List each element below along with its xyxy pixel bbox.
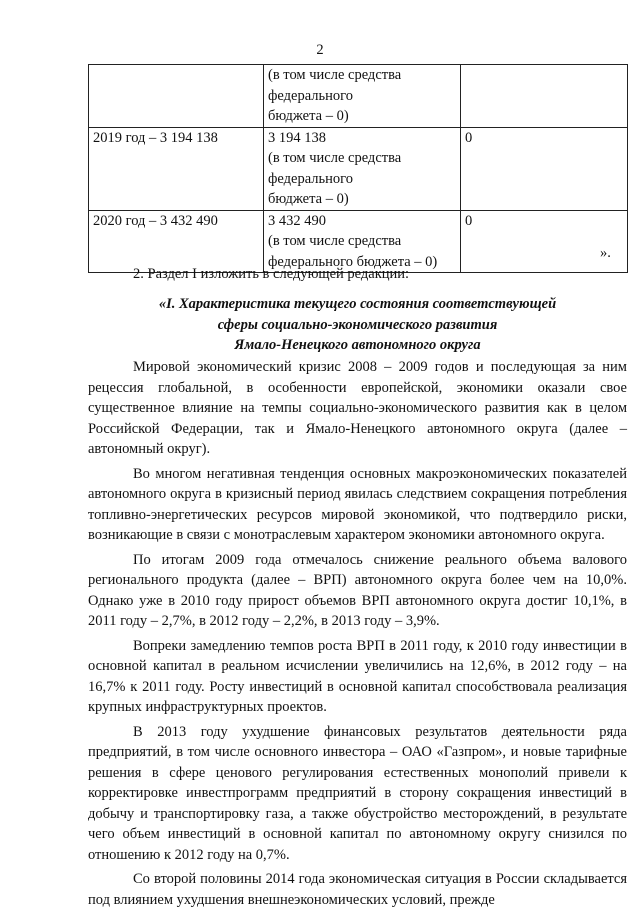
paragraph: Вопреки замедлению темпов роста ВРП в 2011 году, к 2010 году инвестиции в основной капитал в реальном исчислении увеличились на 12,6%, в 2012 году – на 16,7% к 2011 году. Росту инвестиций в основной капитал способствовала реализация крупных инфраструктурных проектов. xyxy=(88,637,627,715)
extra-cell xyxy=(461,65,628,128)
paragraph: В 2013 году ухудшение финансовых результатов деятельности ряда предприятий, в том числе основного инвестора – ОАО «Газпром», и новые тарифные решения в сфере ценового регулирования естественных монополий привели к корректировке инвестпрограмм предприятий в сторону сокращения инвестиций в добычу и транспортировку газа, а также обустройство месторождений, в результате чего объем инвестиций в основной капитал по автономному округу снизился по отношению к 2012 году на 0,7%. xyxy=(88,723,627,863)
amendment-instruction: 2. Раздел I изложить в следующей редакции: xyxy=(133,266,410,282)
paragraph: По итогам 2009 года отмечалось снижение реального объема валового регионального продукта (далее – ВРП) автономного округа более чем на 10,0%. Однако уже в 2010 году прирост объемов ВРП автономного округа достиг 10,1%, в 2011 году – 2,7%, в 2012 году – 2,2%, в 2013 году – 3,9%. xyxy=(88,551,627,629)
amount-line: 3 432 490 xyxy=(268,212,326,229)
page-number: 2 xyxy=(316,42,324,58)
amount-line: федерального бюджета – 0) xyxy=(268,253,438,270)
body-text xyxy=(88,357,627,914)
closing-quote: ». xyxy=(600,245,611,261)
paragraph: Мировой экономический кризис 2008 – 2009 годов и последующая за ним рецессия глобальной, в особенности европейской, экономики оказали свое существенное влияние на темпы социально-экономического развития как в целом Российской Федерации, так и Ямало-Ненецкого автономного округа (далее – автономный округ). xyxy=(88,359,627,457)
amount-line: (в том числе средства xyxy=(268,67,402,83)
heading-line: «I. Характеристика текущего состояния соответствующей xyxy=(158,296,557,312)
amount-cell xyxy=(264,65,461,128)
extra-cell: 0 xyxy=(461,127,628,210)
extra-cell: 0 xyxy=(461,210,628,273)
heading-line: Ямало-Ненецкого автономного округа xyxy=(234,337,481,353)
funding-table xyxy=(88,64,628,273)
amount-line: федерального xyxy=(268,170,353,187)
amount-cell xyxy=(264,127,461,210)
amount-line: бюджета – 0) xyxy=(268,108,349,124)
paragraph: Со второй половины 2014 года экономическая ситуация в России складывается под влиянием ухудшения внешнеэкономических условий, прежде xyxy=(88,871,627,908)
year-cell: 2020 год – 3 432 490 xyxy=(89,210,264,273)
amount-line: (в том числе средства xyxy=(268,150,402,166)
year-cell xyxy=(89,65,264,128)
year-cell: 2019 год – 3 194 138 xyxy=(89,127,264,210)
paragraph: Во многом негативная тенденция основных макроэкономических показателей автономного округа в кризисный период явилась следствием сокращения потребления топливно-энергетических ресурсов мировой экономикой, что подтвердило риски, возникающие в связи с монотраслевым характером экономики автономного округа. xyxy=(88,465,627,543)
heading-line: сферы социально-экономического развития xyxy=(217,316,498,333)
table-row xyxy=(89,65,628,128)
section-heading xyxy=(88,294,627,356)
amount-line: бюджета – 0) xyxy=(268,191,349,207)
table-row xyxy=(89,127,628,210)
amount-line: 3 194 138 xyxy=(268,129,326,146)
amount-line: федерального xyxy=(268,87,353,104)
amount-line: (в том числе средства xyxy=(268,233,402,249)
